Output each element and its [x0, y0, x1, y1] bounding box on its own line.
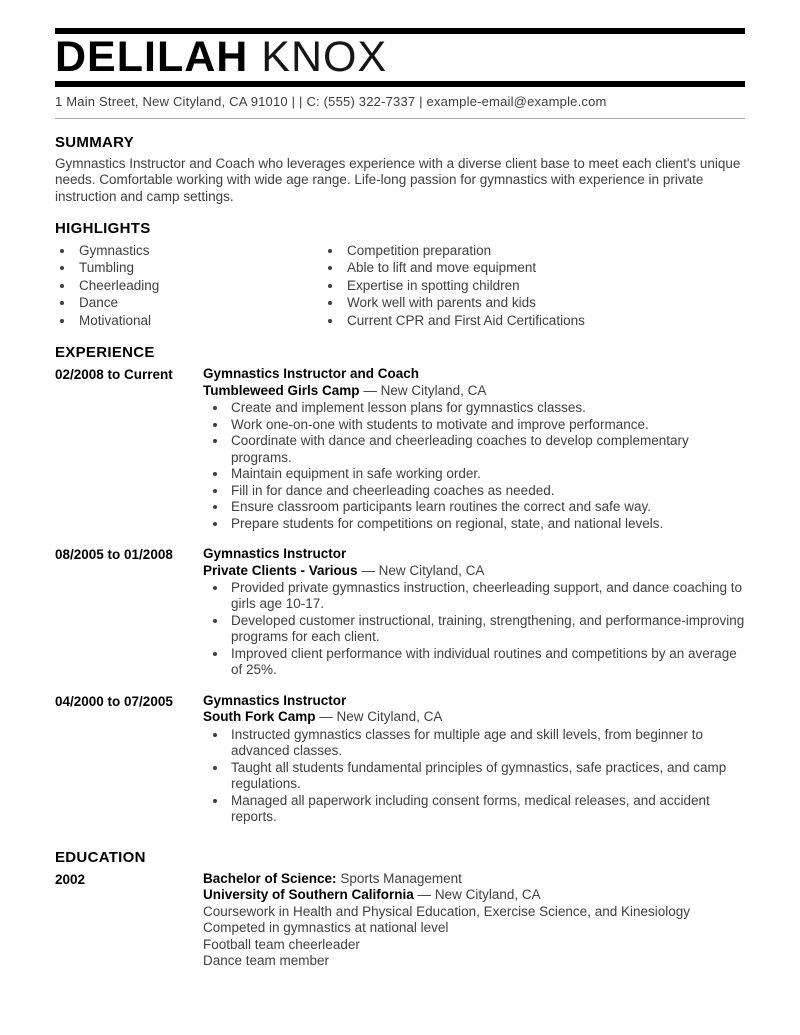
highlight-item: • Tumbling [75, 260, 323, 276]
job-bullet: • Fill in for dance and cheerleading coaches as needed. [228, 483, 745, 499]
highlight-item: • Work well with parents and kids [343, 295, 745, 311]
education-section [55, 849, 745, 970]
job-bullet: • Provided private gymnastics instruction, cheerleading support, and dance coaching to girls age 10-17. [228, 580, 745, 613]
job-bullet-list [203, 580, 745, 679]
summary-section [55, 134, 745, 206]
highlight-item: • Able to lift and move equipment [343, 260, 745, 276]
highlights-column-2 [323, 243, 745, 330]
job-bullet: • Developed customer instructional, training, strengthening, and performance-improving programs for each client. [228, 613, 745, 646]
education-school-line [203, 887, 745, 903]
job-location: New Cityland, CA [378, 562, 485, 578]
education-detail: Dance team member [203, 953, 330, 969]
job-bullet: • Create and implement lesson plans for gymnastics classes. [228, 400, 745, 416]
dash-separator: — [363, 382, 377, 398]
job-dates: 08/2005 to 01/2008 [55, 547, 173, 563]
job-bullet: • Maintain equipment in safe working order. [228, 466, 745, 482]
education-body [203, 871, 745, 970]
education-location: New Cityland, CA [434, 887, 541, 903]
highlights-heading: HIGHLIGHTS [55, 220, 151, 238]
highlight-item: • Motivational [75, 313, 323, 329]
job-company: Private Clients - Various [203, 562, 358, 578]
job-bullet: • Taught all students fundamental principles of gymnastics, safe practices, and camp regulations. [228, 760, 745, 793]
first-name: DELILAH [55, 33, 249, 81]
candidate-name [55, 33, 745, 81]
education-field: Sports Management [340, 870, 462, 886]
job-dates: 02/2008 to Current [55, 367, 173, 383]
dash-separator: — [361, 562, 375, 578]
highlights-column-1 [55, 243, 323, 330]
job-bullet: • Prepare students for competitions on regional, state, and national levels. [228, 516, 745, 532]
education-detail: Football team cheerleader [203, 936, 360, 952]
job-body [203, 546, 745, 688]
education-degree-line [203, 871, 745, 887]
experience-section [55, 344, 745, 834]
job-bullet: • Work one-on-one with students to motivate and improve performance. [228, 417, 745, 433]
education-entry [55, 871, 745, 970]
job-bullet-list [203, 727, 745, 826]
job-title: Gymnastics Instructor and Coach [203, 366, 420, 382]
name-rule [55, 81, 745, 87]
job-company-line [203, 383, 745, 399]
contact-line: 1 Main Street, New Cityland, CA 91010 | | C: (555) 322-7337 | example-email@example.com [55, 93, 607, 109]
job-bullet: • Improved client performance with individual routines and competitions by an average of 25%. [228, 646, 745, 679]
summary-text: Gymnastics Instructor and Coach who leverages experience with a diverse client base to meet each client's unique needs. Comfortable working with wide age range. Life-long passion for gymnastics with experience in private instruction and camp settings. [55, 156, 741, 204]
highlight-item: • Competition preparation [343, 243, 745, 259]
contact-rule [55, 118, 745, 119]
job-bullet: • Coordinate with dance and cheerleading coaches to develop complementary programs. [228, 433, 745, 466]
highlight-item: • Expertise in spotting children [343, 278, 745, 294]
job-entry [55, 546, 745, 688]
education-year: 2002 [55, 871, 86, 887]
highlight-item: • Current CPR and First Aid Certifications [343, 313, 745, 329]
education-detail: Coursework in Health and Physical Education, Exercise Science, and Kinesiology [203, 903, 691, 919]
highlight-item: • Gymnastics [75, 243, 323, 259]
dash-separator: — [319, 709, 333, 725]
job-dates: 04/2000 to 07/2005 [55, 693, 173, 709]
job-entry [55, 366, 745, 541]
job-company: South Fork Camp [203, 709, 316, 725]
job-company-line [203, 563, 745, 579]
summary-heading: SUMMARY [55, 133, 135, 151]
last-name: KNOX [261, 33, 388, 81]
job-bullet: • Ensure classroom participants learn routines the correct and safe way. [228, 499, 745, 515]
job-company: Tumbleweed Girls Camp [203, 382, 360, 398]
education-school: University of Southern California [203, 887, 414, 903]
job-body [203, 693, 745, 835]
highlight-item: • Dance [75, 295, 323, 311]
highlight-item: • Cheerleading [75, 278, 323, 294]
job-title: Gymnastics Instructor [203, 546, 347, 562]
job-body [203, 366, 745, 541]
dash-separator: — [417, 887, 432, 903]
experience-heading: EXPERIENCE [55, 344, 155, 362]
highlights-section [55, 220, 745, 330]
job-bullet: • Instructed gymnastics classes for multiple age and skill levels, from beginner to advanced classes. [228, 727, 745, 760]
education-heading: EDUCATION [55, 848, 146, 866]
job-bullet-list [203, 400, 745, 532]
job-location: New Cityland, CA [336, 709, 443, 725]
job-company-line [203, 709, 745, 725]
header [55, 28, 745, 119]
job-title: Gymnastics Instructor [203, 692, 347, 708]
job-entry [55, 693, 745, 835]
job-location: New Cityland, CA [380, 382, 487, 398]
education-degree: Bachelor of Science: [203, 870, 337, 886]
job-bullet: • Managed all paperwork including consent forms, medical releases, and accident reports. [228, 793, 745, 826]
education-detail: Competed in gymnastics at national level [203, 920, 449, 936]
highlights-columns [55, 243, 745, 330]
